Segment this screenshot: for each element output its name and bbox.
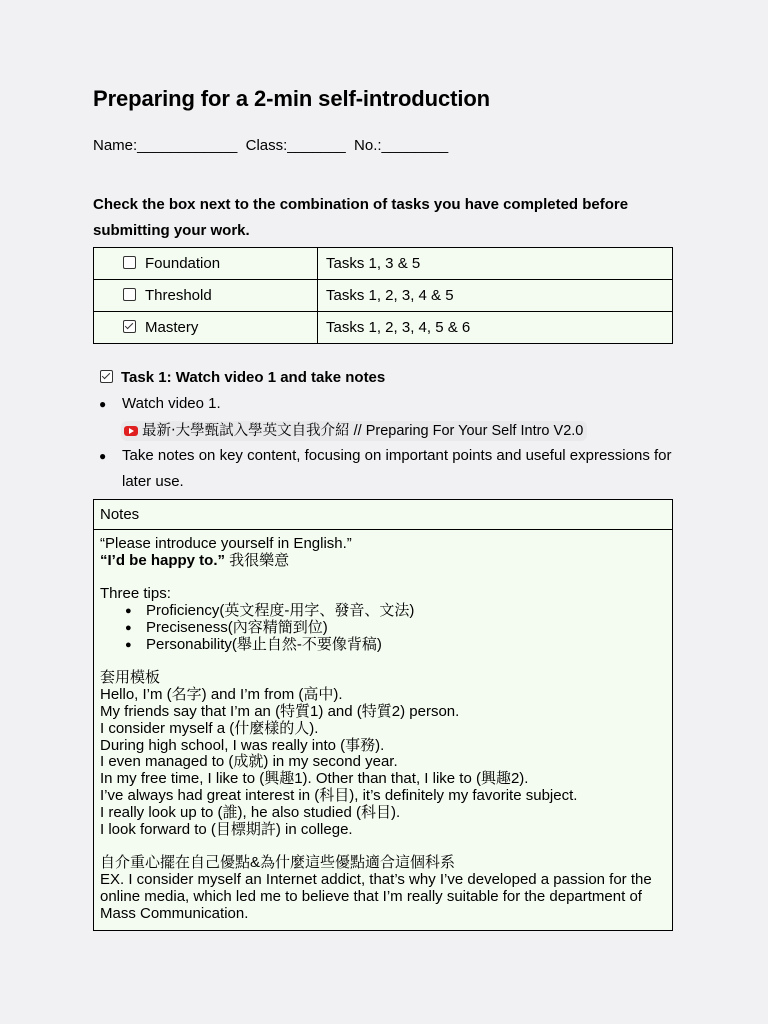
checkbox-icon[interactable] (123, 256, 136, 269)
template-line: In my free time, I like to (興趣1). Other than that, I like to (興趣2). (100, 770, 529, 788)
template-line: I’ve always had great interest in (科目), it’s definitely my favorite subject. (100, 786, 578, 804)
bullet-icon: ● (99, 449, 107, 463)
template-line: My friends say that I’m an (特質1) and (特質2) person. (100, 702, 460, 720)
instruction-text: Check the box next to the combination of tasks you have completed before submitting your work. (93, 196, 629, 239)
level-row-mastery (94, 312, 673, 344)
level-table (93, 247, 673, 344)
notes-line: “Please introduce yourself in English.” (100, 535, 352, 552)
notes-bold-quote: “I’d be happy to.” (100, 551, 226, 569)
level-cell (94, 280, 318, 312)
video-link-text[interactable]: 最新‧大學甄試入學英文自我介紹 // Preparing For Your Self Intro V2.0 (142, 423, 584, 439)
youtube-icon (124, 426, 138, 436)
template-line: I even managed to (成就) in my second year. (100, 753, 398, 771)
tips-list (100, 603, 666, 653)
task1-heading (100, 369, 385, 386)
level-cell (94, 312, 318, 344)
bullet-text: Take notes on key content, focusing on important points and useful expressions for later use. (122, 447, 672, 490)
tip-item: ● Personability(舉止自然-不要像背稿) (125, 637, 666, 654)
level-label: Mastery (145, 319, 199, 336)
level-label: Foundation (145, 255, 221, 272)
template-line: Hello, I’m (名字) and I’m from (高中). (100, 686, 343, 704)
notes-line (100, 553, 666, 570)
tip-item: ● Preciseness(內容精簡到位) (125, 620, 666, 637)
template-line: During high school, I was really into (事務). (100, 736, 385, 754)
level-tasks: Tasks 1, 2, 3, 4, 5 & 6 (318, 312, 673, 344)
level-tasks: Tasks 1, 2, 3, 4 & 5 (318, 280, 673, 312)
template-line: I look forward to (目標期許) in college. (100, 820, 353, 838)
notes-content[interactable] (94, 530, 672, 930)
template-title: 套用模板 (100, 669, 161, 687)
level-row-foundation (94, 248, 673, 280)
notes-translation: 我很樂意 (225, 551, 290, 569)
bullet-icon: ● (99, 397, 107, 411)
tips-title: Three tips: (100, 585, 171, 603)
checkbox-icon[interactable] (123, 288, 136, 301)
example-text: EX. I consider myself an Internet addict, that’s why I’ve developed a passion for the online media, which led me to believe that I’m really suitable for the department of Mass Communication. (100, 870, 652, 922)
video-link-chip[interactable] (121, 421, 587, 441)
template-line: I really look up to (誰), he also studied (科目). (100, 803, 401, 821)
template-line: I consider myself a (什麼樣的人). (100, 719, 319, 737)
focus-title: 自介重心擺在自己優點&為什麼這些優點適合這個科系 (100, 854, 456, 872)
checked-checkbox-icon[interactable] (123, 320, 136, 333)
bullet-text: Watch video 1. (122, 395, 221, 412)
tip-item: ● Proficiency(英文程度-用字、發音、文法) (125, 603, 666, 620)
level-label: Threshold (145, 287, 212, 304)
level-cell (94, 248, 318, 280)
level-row-threshold (94, 280, 673, 312)
level-tasks: Tasks 1, 3 & 5 (318, 248, 673, 280)
checked-checkbox-icon[interactable] (100, 370, 113, 383)
task1-heading-text: Task 1: Watch video 1 and take notes (121, 369, 386, 386)
page-title: Preparing for a 2-min self-introduction (93, 86, 491, 111)
name-class-number-line: Name:____________ Class:_______ No.:________ (93, 137, 449, 154)
notes-box (93, 499, 673, 931)
notes-header: Notes (94, 500, 672, 530)
